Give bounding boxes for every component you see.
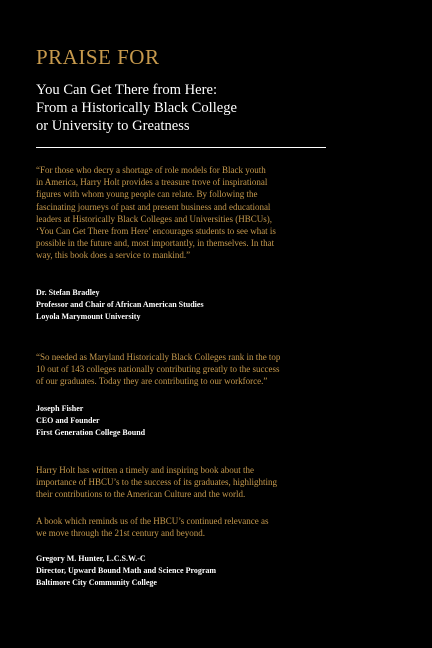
testimonial-attribution — [36, 553, 336, 588]
attribution-name: Joseph Fisher — [36, 404, 84, 413]
quote-line: of our graduates. Today they are contributing to our workforce.” — [36, 376, 268, 387]
attribution-name: Gregory M. Hunter, L.C.S.W.-C — [36, 554, 146, 563]
attribution-org: Loyola Marymount University — [36, 311, 141, 321]
quote-line: in America, Harry Holt provides a treasure trove of inspirational — [36, 177, 268, 188]
quote-line: their contributions to the American Culture and the world. — [36, 489, 246, 500]
quote-line: way, this book does a service to mankind.” — [36, 250, 191, 261]
attribution-role: Professor and Chair of African American Studies — [36, 299, 204, 309]
quote-line: we move through the 21st century and beyond. — [36, 528, 205, 539]
quote-line: figures with whom young people can relate. By following the — [36, 189, 258, 200]
quote-line: possible in the future and, most importantly, in themselves. In that — [36, 238, 275, 249]
attribution-role: Director, Upward Bound Math and Science Program — [36, 565, 217, 575]
testimonial-quote — [36, 464, 336, 501]
attribution-org: Baltimore City Community College — [36, 577, 157, 587]
praise-heading: PRAISE FOR — [36, 45, 160, 69]
testimonial-quote — [36, 351, 336, 388]
divider-rule — [36, 147, 326, 148]
quote-line: ‘You Can Get There from Here’ encourages students to see what is — [36, 226, 276, 237]
quote-line: 10 out of 143 colleges nationally contributing greatly to the success — [36, 364, 280, 375]
attribution-name: Dr. Stefan Bradley — [36, 288, 100, 297]
quote-line: A book which reminds us of the HBCU’s continued relevance as — [36, 516, 269, 526]
testimonial-quote — [36, 164, 336, 262]
quote-line: leaders at Historically Black Colleges and Universities (HBCUs), — [36, 213, 272, 224]
quote-line: Harry Holt has written a timely and inspiring book about the — [36, 465, 254, 475]
book-title-line: You Can Get There from Here: — [36, 82, 218, 98]
book-title-line: From a Historically Black College — [36, 100, 238, 116]
testimonial-quote-continued — [36, 515, 336, 539]
book-title — [36, 81, 356, 135]
quote-line: fascinating journeys of past and present business and educational — [36, 201, 271, 212]
quote-line: “For those who decry a shortage of role models for Black youth — [36, 165, 266, 175]
book-title-line: or University to Greatness — [36, 118, 190, 134]
quote-line: “So needed as Maryland Historically Black Colleges rank in the top — [36, 352, 281, 362]
attribution-role: CEO and Founder — [36, 415, 100, 425]
testimonial-attribution — [36, 403, 336, 438]
testimonial-attribution — [36, 287, 336, 322]
quote-line: importance of HBCU’s to the success of its graduates, highlighting — [36, 477, 277, 488]
attribution-org: First Generation College Bound — [36, 427, 146, 437]
